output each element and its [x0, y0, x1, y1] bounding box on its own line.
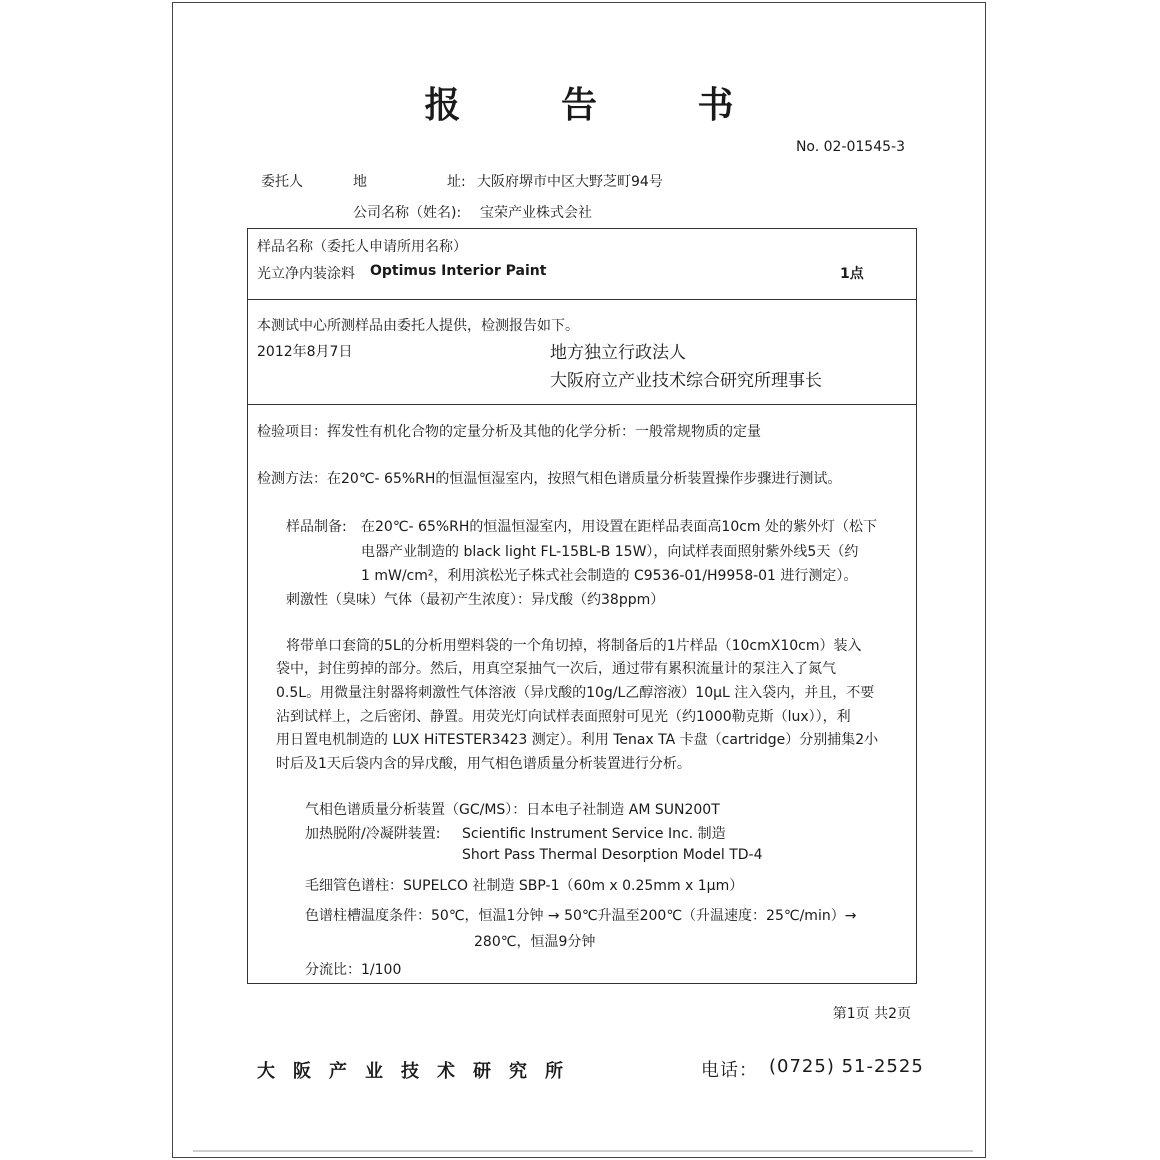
company-label: 公司名称（姓名): — [353, 205, 462, 221]
equipment-thermal-line-1: Scientific Instrument Service Inc. 制造 — [462, 826, 726, 842]
page-info: 第1页 共2页 — [832, 1006, 911, 1022]
odor-gas: 刺激性（臭味）气体（最初产生浓度）：异戊酸（约38ppm） — [286, 592, 665, 608]
test-item: 检验项目：挥发性有机化合物的定量分析及其他的化学分析：一般常规物质的定量 — [257, 424, 761, 440]
procedure-line-3: 0.5L。用微量注射器将刺激性气体溶液（异戊酸的10g/L乙醇溶液）10μL 注入袋内，并且，不要 — [276, 685, 875, 701]
test-details-box — [247, 404, 917, 984]
equipment-column: 毛细管色谱柱：SUPELCO 社制造 SBP-1（60m x 0.25mm x 1μm） — [305, 878, 744, 894]
equipment-gcms: 气相色谱质量分析装置（GC/MS）：日本电子社制造 AM SUN200T — [305, 802, 720, 818]
footer-phone-label: 电话： — [701, 1060, 758, 1081]
report-page — [172, 2, 986, 1158]
statement-box — [247, 299, 917, 405]
procedure-line-6: 时后及1天后袋内含的异戊酸，用气相色谱质量分析装置进行分析。 — [276, 756, 691, 772]
equipment-temp-line-2: 280℃，恒温9分钟 — [474, 934, 596, 950]
procedure-line-2: 袋中，封住剪掉的部分。然后，用真空泵抽气一次后，通过带有累积流量计的泵注入了氮气 — [276, 661, 836, 677]
company-name: 宝荣产业株式会社 — [480, 205, 592, 221]
page-title: 报 告 书 — [424, 85, 778, 126]
address-label-2: 址: — [447, 174, 466, 190]
equipment-temp-line-1: 色谱柱槽温度条件：50℃，恒温1分钟 → 50℃升温至200℃（升温速度：25℃/min）→ — [305, 908, 857, 924]
sample-count: 1点 — [840, 266, 864, 282]
issuer-line-2: 大阪府立产业技术综合研究所理事长 — [550, 371, 822, 391]
test-method: 检测方法：在20℃- 65%RH的恒温恒湿室内，按照气相色谱质量分析装置操作步骤进行测试。 — [257, 471, 842, 487]
sample-name-en: Optimus Interior Paint — [370, 263, 547, 279]
prep-line-1: 在20℃- 65%RH的恒温恒湿室内，用设置在距样品表面高10cm 处的紫外灯（松下 — [361, 519, 878, 535]
prep-line-2: 电器产业制造的 black light FL-15BL-B 15W），向试样表面照射紫外线5天（约 — [361, 544, 859, 560]
prep-line-3: 1 mW/cm²，利用滨松光子株式社会制造的 C9536-01/H9958-01 进行测定）。 — [361, 568, 858, 584]
procedure-line-1: 将带单口套筒的5L的分析用塑料袋的一个角切掉，将制备后的1片样品（10cmX10cm）装入 — [286, 638, 862, 654]
report-date: 2012年8月7日 — [257, 344, 353, 360]
footer-phone: (0725) 51-2525 — [769, 1056, 924, 1077]
footer-lab-name: 大阪产业技术研究所 — [257, 1061, 581, 1082]
address-label: 地 — [353, 174, 367, 190]
sample-header: 样品名称（委托人申请所用名称） — [257, 239, 467, 255]
prep-label: 样品制备: — [286, 519, 347, 535]
report-number: No. 02-01545-3 — [795, 139, 905, 155]
statement-text: 本测试中心所测样品由委托人提供，检测报告如下。 — [257, 318, 579, 334]
procedure-line-5: 用日置电机制造的 LUX HiTESTER3423 测定）。利用 Tenax TA 卡盘（cartridge）分别捕集2小 — [276, 732, 879, 748]
procedure-line-4: 沾到试样上，之后密闭、静置。用荧光灯向试样表面照射可见光（约1000勒克斯（lux）），利 — [276, 709, 851, 725]
sample-name-box — [247, 228, 917, 300]
equipment-thermal-label: 加热脱附/冷凝阱装置: — [305, 826, 441, 842]
bottom-divider — [193, 1150, 973, 1152]
client-address: 大阪府堺市中区大野芝町94号 — [477, 174, 663, 190]
equipment-thermal-line-2: Short Pass Thermal Desorption Model TD-4 — [462, 847, 763, 863]
issuer-line-1: 地方独立行政法人 — [550, 343, 686, 363]
sample-name-cn: 光立净内装涂料 — [257, 266, 355, 282]
client-label: 委托人 — [261, 174, 303, 190]
equipment-split: 分流比：1/100 — [305, 962, 402, 978]
